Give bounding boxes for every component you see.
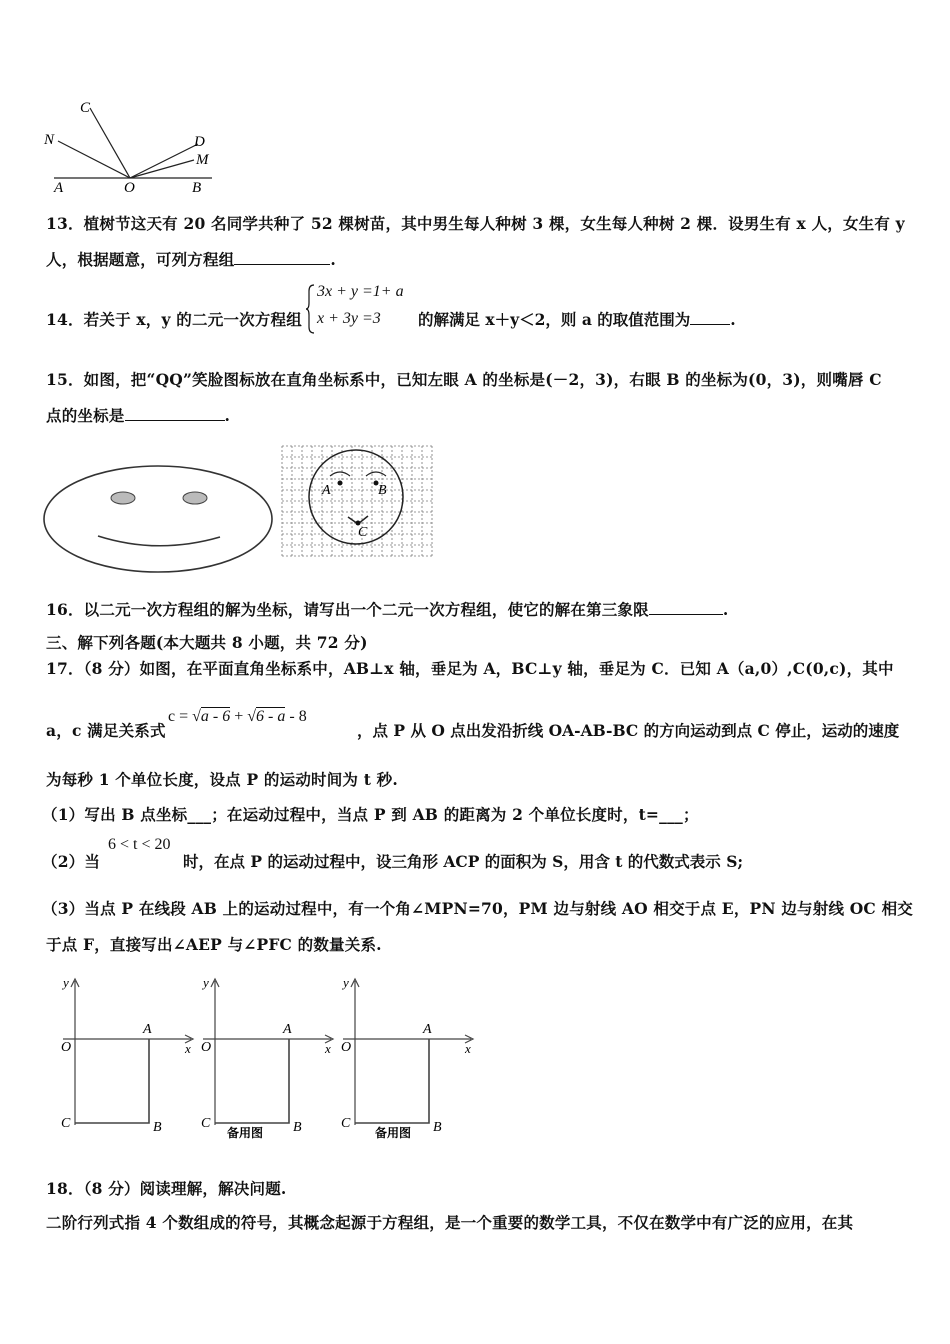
q15-line2-end: . xyxy=(224,406,231,425)
grid-lines xyxy=(282,446,432,556)
label-o: O xyxy=(61,1040,72,1055)
q17-part3-line1: （3）当点 P 在线段 AB 上的运动过程中，有一个角∠MPN=70，PM 边与射线 AO 相交于点 E，PN 边与射线 OC 相交 xyxy=(42,899,913,918)
q17-part2-ineq: 6 < t < 20 xyxy=(108,836,171,853)
point-a xyxy=(338,481,343,486)
label-o: O xyxy=(341,1040,352,1055)
label-c: C xyxy=(341,1116,351,1131)
system-brace-icon xyxy=(306,283,316,335)
q13-line1: 13．植树节这天有 20 名同学共种了 52 棵树苗，其中男生每人种树 3 棵，女生每人种树 2 棵．设男生有 x 人，女生有 y xyxy=(46,214,905,233)
q18-title: 18．（8 分）阅读理解，解决问题. xyxy=(46,1179,287,1198)
axis-x-label: x xyxy=(185,1041,191,1056)
q17-part2-pre: （2）当 xyxy=(42,852,101,871)
backup-caption: 备用图 xyxy=(375,1126,412,1140)
q17-line1: 17．（8 分）如图，在平面直角坐标系中，AB⊥x 轴，垂足为 A，BC⊥y 轴，垂足为 C．已知 A（a,0）,C(0,c)，其中 xyxy=(46,659,894,678)
axis-x-label: x xyxy=(465,1041,471,1056)
left-eye xyxy=(111,492,135,504)
q15-line1: 15．如图，把“QQ”笑脸图标放在直角坐标系中，已知左眼 A 的坐标是(－2，3)，右眼 B 的坐标为(0，3)，则嘴唇 C xyxy=(46,370,882,389)
axis-x-label: x xyxy=(325,1041,331,1056)
q16-end: . xyxy=(722,600,729,619)
coordinate-figure-main xyxy=(55,975,200,1145)
face-outline xyxy=(44,466,272,572)
coordinate-figure-backup-2 xyxy=(335,975,480,1145)
label-a: A xyxy=(54,180,64,196)
q13-answer-blank xyxy=(234,264,330,265)
label-c: C xyxy=(61,1116,71,1131)
label-a: A xyxy=(322,483,331,498)
label-o: O xyxy=(201,1040,212,1055)
label-b: B xyxy=(192,180,202,196)
axis-y-label: y xyxy=(203,975,209,990)
label-b: B xyxy=(293,1120,302,1135)
ray-om xyxy=(130,160,194,178)
label-c: C xyxy=(80,100,91,116)
right-eye xyxy=(183,492,207,504)
q15-line2 xyxy=(46,404,230,426)
smiley-face-figure xyxy=(40,455,280,575)
backup-caption: 备用图 xyxy=(227,1126,264,1140)
label-a: A xyxy=(143,1022,152,1037)
q14-system xyxy=(306,283,414,335)
q15-answer-blank xyxy=(125,420,225,421)
q14-eq1: 3x + y =1+ a xyxy=(317,283,404,300)
label-b: B xyxy=(433,1120,442,1135)
q17-part2-post: 时，在点 P 的运动过程中，设三角形 ACP 的面积为 S，用含 t 的代数式表示 S; xyxy=(183,852,744,871)
q15-line2-text: 点的坐标是 xyxy=(46,406,125,425)
q17-line3: 为每秒 1 个单位长度，设点 P 的运动时间为 t 秒. xyxy=(46,770,398,789)
q13-line2 xyxy=(46,248,336,270)
q14-post: 的解满足 x＋y＜2，则 a 的取值范围为 xyxy=(418,310,691,329)
q17-formula xyxy=(168,708,307,726)
sqrt-icon-1: √ xyxy=(192,708,201,725)
grid-smiley-figure xyxy=(280,444,435,559)
q14-answer-blank xyxy=(690,324,730,325)
right-brow xyxy=(366,472,386,476)
q17-line2-pre: a，c 满足关系式 xyxy=(46,721,166,740)
q16-answer-blank xyxy=(649,614,723,615)
label-b: B xyxy=(378,483,387,498)
q17-part1: （1）写出 B 点坐标___；在运动过程中，当点 P 到 AB 的距离为 2 个单位长度时，t=___； xyxy=(42,805,699,824)
q16-line xyxy=(46,598,728,620)
label-a: A xyxy=(283,1022,292,1037)
ray-od xyxy=(130,144,198,178)
q14-end: . xyxy=(730,310,736,329)
formula-tail: - 8 xyxy=(289,708,307,725)
formula-lhs: c = xyxy=(168,708,189,725)
label-c: C xyxy=(358,525,368,540)
q17-line2-post: ，点 P 从 O 点出发沿折线 OA-AB-BC 的方向运动到点 C 停止，运动的速度 xyxy=(357,721,900,740)
q13-line2-end: . xyxy=(330,250,337,269)
q18-text: 二阶行列式指 4 个数组成的符号，其概念起源于方程组，是一个重要的数学工具，不仅在数学中有广泛的应用，在其 xyxy=(46,1213,854,1232)
label-c: C xyxy=(201,1116,211,1131)
label-n: N xyxy=(44,132,55,148)
left-brow xyxy=(330,472,350,476)
coordinate-figure-backup-1 xyxy=(195,975,340,1145)
label-b: B xyxy=(153,1120,162,1135)
q14-pre: 14．若关于 x，y 的二元一次方程组 xyxy=(46,310,302,329)
q14-eq2: x + 3y =3 xyxy=(317,310,381,327)
angle-figure xyxy=(40,96,220,196)
q16-text: 16．以二元一次方程组的解为坐标，请写出一个二元一次方程组，使它的解在第三象限 xyxy=(46,600,649,619)
label-d: D xyxy=(194,134,205,150)
q17-part3-line2: 于点 F，直接写出∠AEP 与∠PFC 的数量关系. xyxy=(46,935,382,954)
section-title: 三、解下列各题(本大题共 8 小题，共 72 分) xyxy=(46,633,368,652)
q14-post-line xyxy=(418,308,736,330)
sqrt-icon-2: √ xyxy=(247,708,257,725)
radicand-1: a - 6 xyxy=(200,708,231,725)
q13-line2-text: 人，根据题意，可列方程组 xyxy=(46,250,235,269)
label-o: O xyxy=(124,180,135,196)
mouth xyxy=(98,536,220,546)
radicand-2: 6 - a xyxy=(256,708,286,725)
axis-y-label: y xyxy=(63,975,69,990)
label-a: A xyxy=(423,1022,432,1037)
axis-y-label: y xyxy=(343,975,349,990)
formula-plus: + xyxy=(234,708,244,725)
label-m: M xyxy=(196,152,209,168)
